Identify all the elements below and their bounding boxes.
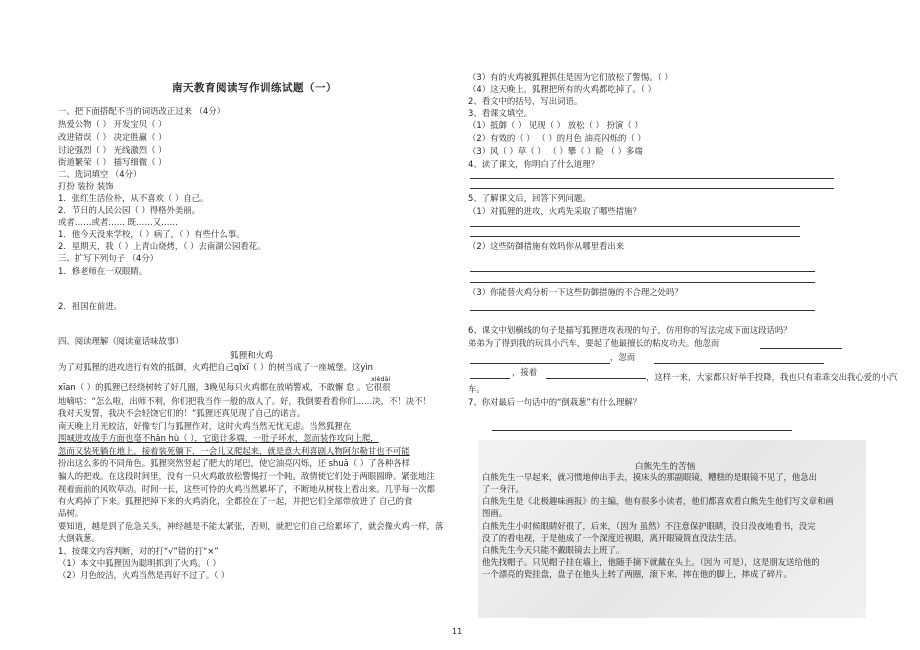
word-choices: 打扮 装扮 装饰 <box>58 181 114 191</box>
story-line: 白熊先生今天只能不戴眼镜去上班了。 <box>482 545 625 555</box>
question-line: 1．张红生活俭朴，从不喜欢（ ）自己。 <box>58 193 209 203</box>
story-line-underlined: 围城进攻战手方面也毫不hǎn hù（ ），它诡计多端，一肚子坏水，忽而装作攻向上爬， <box>58 433 379 443</box>
answer-line[interactable] <box>470 310 815 311</box>
story-line: 我对天发誓，我决不会轻饶它们的！”狐狸还真见现了自己的诺言。 <box>58 408 306 418</box>
story-line: 扮出这么多的不同角色。狐狸突然竖起了肥大的尾巴，使它油亮闪烁，还 shuǎ（ ）了各种各样 <box>58 458 411 468</box>
question-line: 1．他今天没来学校，（ ）病了，（ ）有些什么事。 <box>58 229 245 239</box>
question-heading: 4、读了课文，你明白了什么道理？ <box>468 159 599 169</box>
story-line: 图画。 <box>482 508 508 518</box>
story-line: 南天晚上月光皎洁，好像专门与狐狸作对，这时火鸡当然无忧无虑。当然狐狸在 <box>58 421 352 431</box>
story-line-underlined: 忽而又装死躺在地上，接着装死躺下，一会儿又爬起来，就是意大利喜剧人物阿尔勒甘也不可能 <box>58 446 410 456</box>
story-line: xīan（ ）的狐狸已经绕树转了好几圈，3晚见每只火鸡都在放哨警戒，不敢懈 怠 。它很很 <box>58 382 391 392</box>
exercise-line: ，这样一来，大家都只好举手投降，我也只有乖乖交出我心爱的小汽 <box>646 372 898 382</box>
answer-line[interactable] <box>546 378 646 379</box>
answer-line[interactable] <box>654 363 824 364</box>
exercise-line: 车。 <box>468 384 485 394</box>
story-line: 大倒栽葱。 <box>58 533 100 543</box>
answer-line[interactable] <box>470 378 510 379</box>
page-title: 南天教育阅读写作训练试题（一） <box>172 82 337 94</box>
story-line: 品树。 <box>58 508 84 518</box>
question-heading: 6、课文中划横线的句子是描写狐狸进攻表现的句子，仿用你的写法完成下面这段话吗？ <box>468 325 792 335</box>
story-line: 视着面前的风吹草动。时间一长，这些可怜的火鸡当然累坏了，不断地从树枝上看出来。几乎每一次都 <box>58 484 435 494</box>
answer-line[interactable] <box>470 226 800 227</box>
exercise-line: ，忽而 <box>610 352 636 362</box>
fill-line: （1）抵御（ ） 见现（ ） 放松（ ） 扮演（ ） <box>468 120 643 130</box>
answer-line[interactable] <box>470 363 610 364</box>
answer-line[interactable] <box>470 188 834 189</box>
answer-line[interactable] <box>470 178 834 179</box>
story-line: 了一身汗。 <box>482 484 524 494</box>
exercise-line: ，接着 <box>512 367 538 377</box>
answer-line[interactable] <box>760 348 842 349</box>
question-heading: 1、按课文内容判断，对的打“√”错的打“×” <box>58 546 219 556</box>
story-line: 没了的看电视，于是他成了一个深度近视眼，离开眼镜简直没法生活。 <box>482 533 742 543</box>
section-4-heading: 四、阅读理解（阅读童话味故事） <box>58 336 184 346</box>
question-line: 街道繁荣（ ） 描写细微（ ） <box>58 157 167 167</box>
section-3-heading: 三、扩写下列句子 （4分） <box>58 253 159 263</box>
answer-line[interactable] <box>470 282 815 283</box>
story-line: 地嘀咕：“怎么啦，出师不利，你们把我当作一般的敌人了。好，我倒要看看你们……决，不！决不！ <box>58 396 431 406</box>
judge-item: （1）本文中狐狸因为聪明抓到了火鸡。（ ） <box>58 558 221 568</box>
story-line: 要知道，越是到了危急关头，神经越是不能太紧张，否则，就把它们自己给累坏了，就会像火鸡一样，落 <box>58 521 444 531</box>
question-heading: 5、了解课文后，回答下列问题。 <box>468 193 591 203</box>
judge-item: （2）月色皎洁，火鸡当然是再好不过了。（ ） <box>58 570 230 580</box>
page-number: 11 <box>452 627 463 636</box>
section-2-heading: 二、选词填空 （4分） <box>58 169 142 179</box>
story-title: 狐狸和火鸡 <box>230 351 273 361</box>
question-heading: 7、你对最后一句话中的“倒栽葱”有什么理解？ <box>468 397 642 407</box>
story-line: 有火鸡掉了下来。狐狸把掉下来的火鸡消化，全都捡在了一起，并把它们全部带放进了 自己的食 <box>58 496 413 506</box>
section-1-heading: 一、把下面搭配不当的词语改正过来 （4分） <box>58 106 226 116</box>
question-line: 2．节日的人民公园（ ）得格外美丽。 <box>58 205 200 215</box>
fill-line: （2）有效的（ ） （ ）的月色 油亮闪烁的（ ） <box>468 133 646 143</box>
judge-item: （3）有的火鸡被狐狸抓住是因为它们放松了警惕。（ ） <box>468 72 673 82</box>
story-line: 为了对狐狸的进攻进行有效的抵御，火鸡把自己qǐxī（ ）的树当成了一座城堡。这yìn <box>58 362 373 372</box>
question-line: 热爱公物（ ） 开发宝贝（ ） <box>58 119 167 129</box>
question-heading: 3、看课文填空。 <box>468 108 532 118</box>
story-line: 白熊先生小时候眼睛好很了，后来，（因为 虽然）不注意保护眼睛，没日没夜地看书，没完 <box>482 521 816 531</box>
question-line: 改进错误（ ） 决定胜赢（ ） <box>58 132 167 142</box>
answer-line[interactable] <box>470 271 815 272</box>
word-choices: 或者……或者…… 既……又…… <box>58 217 178 227</box>
exercise-line: 弟弟为了得到我的玩具小汽车，要起了他最擅长的粘皮功夫。他忽而 <box>468 338 720 348</box>
question-line: 讨论强烈（ ） 光线激烈（ ） <box>58 145 167 155</box>
answer-line[interactable] <box>470 236 800 237</box>
story-line: 骗人的把戏。在这段时间里，没有一只火鸡敢放松警惕打一个盹。敌情使它们处于两眼圆睁。紧张地注 <box>58 471 435 481</box>
sub-question: （1）对狐狸的进攻，火鸡先采取了哪些措施？ <box>468 206 641 216</box>
answer-line[interactable] <box>492 430 792 431</box>
story-title: 白熊先生的苦恼 <box>635 462 696 472</box>
story-line: 他先找帽子。只见帽子挂在墙上，他随手摘下就戴在头上。（因为 可是），这是朋友送给他的 <box>482 557 820 567</box>
story-line: 一个漂亮的瓷挂盘，盘子在他头上转了两圈，滚下来，摔在他的脚上，摔成了碎片。 <box>482 569 792 579</box>
question-line: 2．星期天，我（ ）上青山烧烤，（ ）去南湖公园看花。 <box>58 241 266 251</box>
sub-question: （2）这些防御措施有效吗你从哪里看出来 <box>468 241 625 251</box>
story-line: 白熊先生一早起来，就习惯地伸出手去，摸床头的那副眼镜，糟糕的是眼镜不见了，他急出 <box>482 472 817 482</box>
question-line: 1．修老师在一双眼睛。 <box>58 266 148 276</box>
pinyin-note: xièdài <box>371 375 391 383</box>
story-line: 白熊先生是《北极趣味画报》的主编，他有很多小读者，他们都喜欢看白熊先生他们写文章和画 <box>482 496 834 506</box>
sub-question: （3）你能替火鸡分析一下这些防御措施的不合理之处吗？ <box>468 287 683 297</box>
question-line: 2．祖国在前进。 <box>58 301 122 311</box>
fill-line: （3）风（ ）草（ ） （ ）攀（ ）睑 （ ）多端 <box>468 146 643 156</box>
judge-item: （4）这天晚上，狐狸把所有的火鸡都吃掉了。（ ） <box>468 84 657 94</box>
question-heading: 2、看文中的括号，写出词语。 <box>468 96 583 106</box>
